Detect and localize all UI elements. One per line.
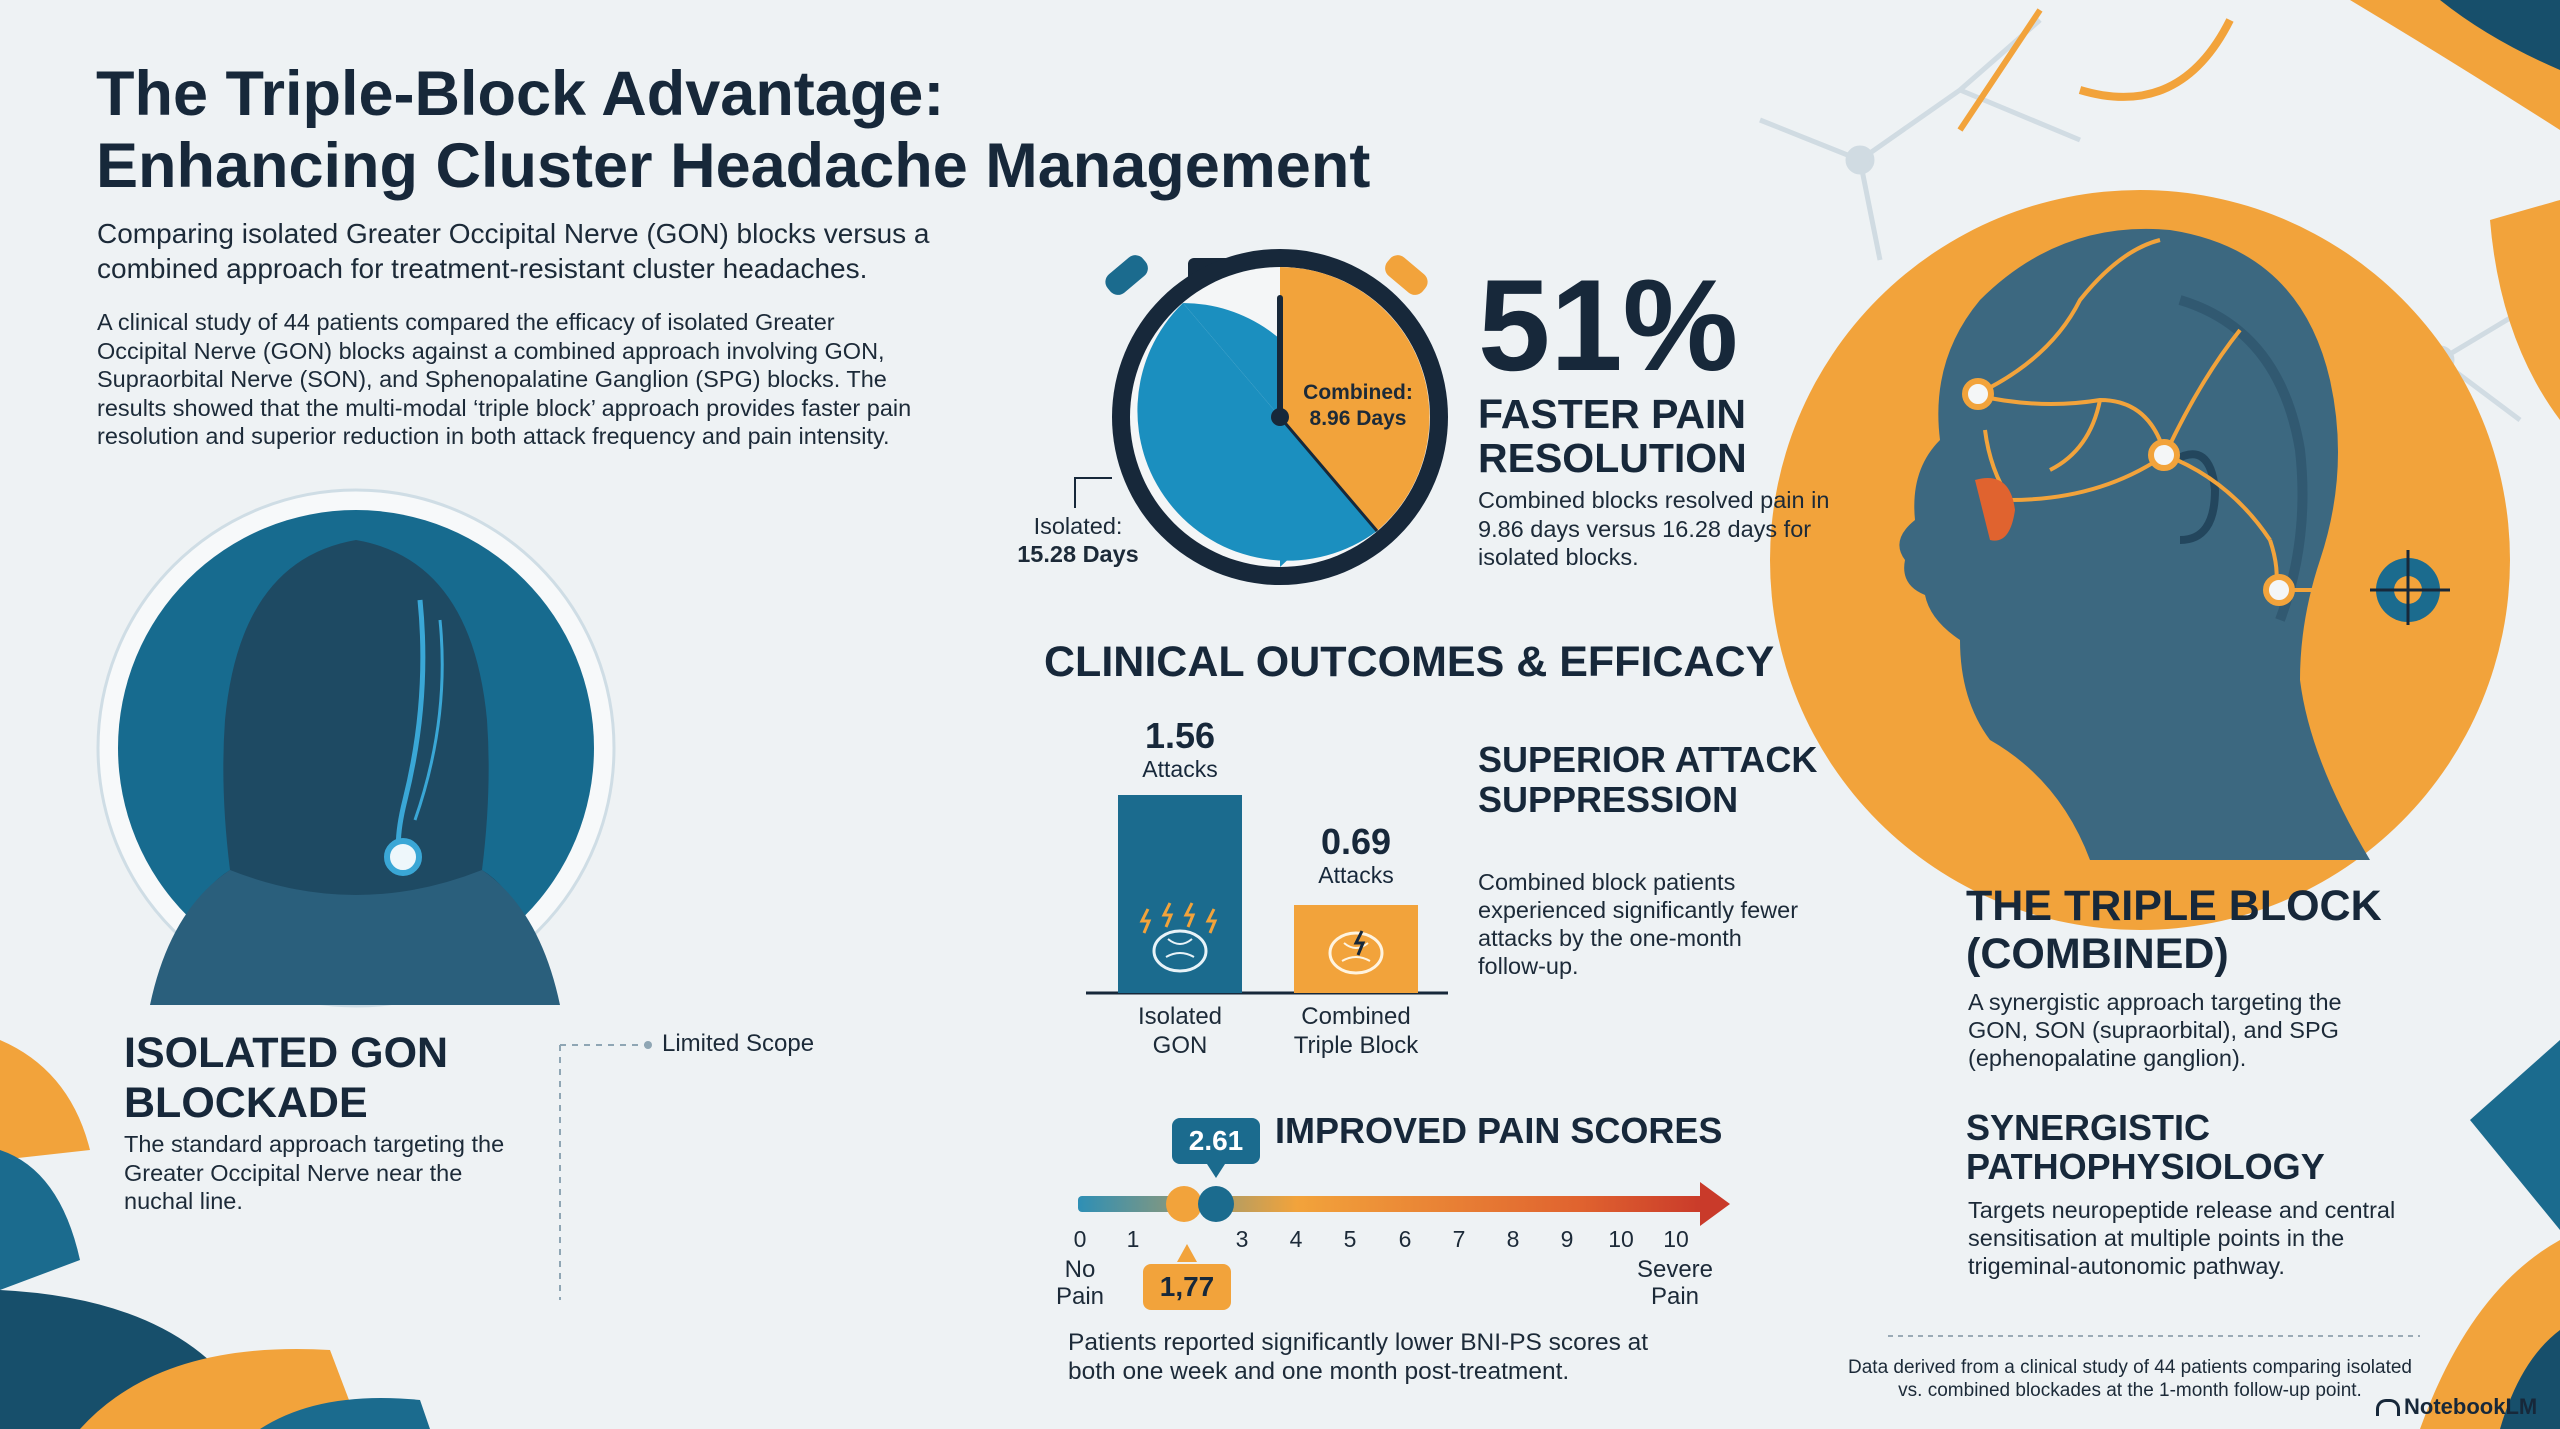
combined-time-value: 8.96 Days: [1309, 407, 1407, 430]
synergistic-description: Targets neuropeptide release and central sensitisation at multiple points in the trigeminal-autonomic pathway.: [1968, 1197, 2396, 1279]
scale-low-label: [1050, 1256, 1110, 1310]
scale-tick: 9: [1560, 1226, 1574, 1252]
gon-title: ISOLATED GON BLOCKADE: [124, 1029, 449, 1127]
bar-label-line: Combined: [1301, 1003, 1411, 1030]
brain-calm-icon: [1294, 915, 1418, 985]
bar-value-combined: [1294, 822, 1418, 888]
scale-tick: 5: [1343, 1226, 1357, 1252]
intro-paragraph: A clinical study of 44 patients compared the efficacy of isolated Greater Occipital Nerve (GON) blocks against a combined approach involving GON, Supraorbital Nerve (SON), and Sphenopalatine Ganglion (SPG) blocks. The results showed that the multi-modal ‘triple block’ approach provides faster pain resolution and superior reduction in both attack frequency and pain intensity.: [97, 309, 912, 449]
synergistic-title: SYNERGISTIC PATHOPHYSIOLOGY: [1966, 1107, 2325, 1187]
faster-resolution-heading: FASTER PAIN RESOLUTION: [1478, 391, 1747, 481]
attack-suppression-title: SUPERIOR ATTACK SUPPRESSION: [1478, 739, 1818, 820]
combined-time-label: [1288, 380, 1428, 432]
page-title-line2: Enhancing Cluster Headache Management: [96, 131, 1371, 201]
bar-value-unit: Attacks: [1318, 862, 1394, 888]
triple-block-title: THE TRIPLE BLOCK (COMBINED): [1966, 882, 2382, 978]
isolated-time-caption: Isolated:: [1033, 513, 1123, 539]
page-title: [96, 58, 1596, 202]
scale-low-line: No: [1064, 1256, 1096, 1283]
bar-isolated-gon: [1118, 795, 1242, 993]
faster-resolution-stat: 51%: [1478, 252, 1739, 398]
scale-tick: 0: [1073, 1226, 1087, 1252]
pain-scores-description: Patients reported significantly lower BNI-PS scores at both one week and one month post-treatment.: [1068, 1329, 1649, 1385]
scale-tick: 10: [1608, 1226, 1634, 1252]
bar-value-number: 0.69: [1320, 821, 1392, 862]
triple-block-description: A synergistic approach targeting the GON, SON (supraorbital), and SPG (ephenopalatine ganglion).: [1968, 989, 2342, 1071]
bar-label-combined: [1270, 1002, 1442, 1060]
page-subtitle: Comparing isolated Greater Occipital Nerve (GON) blocks versus a combined approach for treatment-resistant cluster headaches.: [97, 218, 930, 284]
pain-scores-title: IMPROVED PAIN SCORES: [1275, 1110, 1723, 1151]
scale-high-label: [1630, 1256, 1720, 1310]
page-title-line1: The Triple-Block Advantage:: [96, 59, 945, 129]
scale-tick: 10: [1663, 1226, 1689, 1252]
scale-tick: 1: [1126, 1226, 1140, 1252]
scale-tick: 7: [1452, 1226, 1466, 1252]
bar-label-line: GON: [1152, 1032, 1208, 1059]
isolated-pain-score-badge: 2.61: [1172, 1118, 1260, 1164]
notebooklm-brand: [2376, 1394, 2537, 1420]
limited-scope-label: Limited Scope: [662, 1030, 815, 1057]
attack-suppression-description: Combined block patients experienced significantly fewer attacks by the one-month follow-up.: [1478, 869, 1799, 979]
scale-tick: 8: [1506, 1226, 1520, 1252]
notebooklm-logo-icon: [2376, 1399, 2400, 1416]
data-source-footnote: Data derived from a clinical study of 44 patients comparing isolated vs. combined blockades at the 1-month follow-up point.: [1848, 1357, 2412, 1401]
scale-high-line: Severe: [1636, 1256, 1714, 1283]
bar-value-isolated: [1118, 716, 1242, 782]
bar-label-line: Triple Block: [1293, 1032, 1419, 1059]
scale-tick: 4: [1289, 1226, 1303, 1252]
combined-time-caption: Combined:: [1303, 381, 1413, 404]
gon-description: The standard approach targeting the Greater Occipital Nerve near the nuchal line.: [124, 1131, 505, 1214]
bar-label-line: Isolated: [1137, 1003, 1223, 1030]
isolated-time-label: [1003, 512, 1153, 568]
combined-pain-score-badge: 1,77: [1143, 1264, 1231, 1310]
bar-combined-triple-block: [1294, 905, 1418, 993]
isolated-time-value: 15.28 Days: [1017, 541, 1139, 567]
scale-high-line: Pain: [1650, 1283, 1700, 1310]
bar-value-number: 1.56: [1144, 715, 1216, 756]
bar-value-unit: Attacks: [1142, 756, 1218, 782]
bar-label-isolated: [1110, 1002, 1250, 1060]
back-of-head-illustration: [98, 490, 614, 1006]
scale-low-line: Pain: [1055, 1283, 1105, 1310]
brand-name: NotebookLM: [2404, 1394, 2538, 1419]
scale-tick: 6: [1398, 1226, 1412, 1252]
scale-tick: 3: [1235, 1226, 1249, 1252]
brain-lightning-icon: [1118, 899, 1242, 979]
clinical-outcomes-title: CLINICAL OUTCOMES & EFFICACY: [1044, 638, 1775, 686]
faster-resolution-description: Combined blocks resolved pain in 9.86 days versus 16.28 days for isolated blocks.: [1478, 487, 1830, 570]
